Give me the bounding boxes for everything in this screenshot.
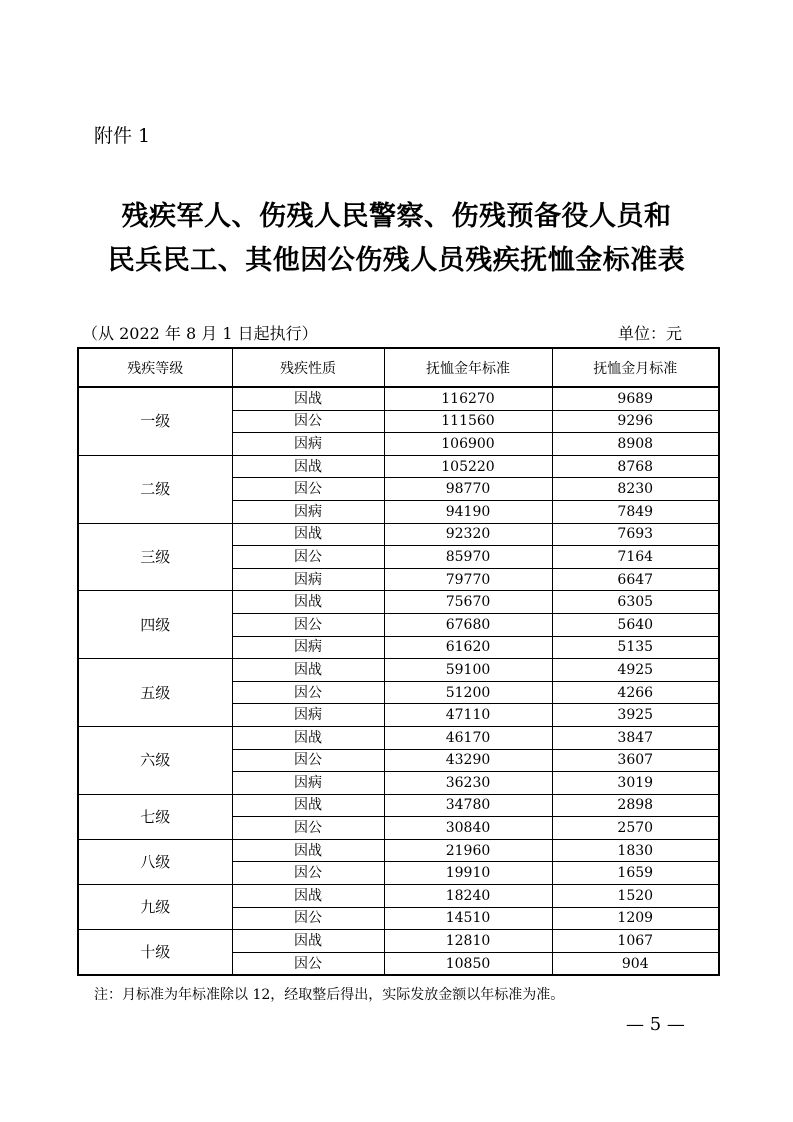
effective-date: （从 2022 年 8 月 1 日起执行）: [82, 324, 318, 343]
monthly-standard-cell: 8908: [552, 433, 719, 456]
grade-cell: 七级: [78, 794, 232, 839]
annual-standard-cell: 75670: [384, 591, 552, 614]
annual-standard-cell: 10850: [384, 952, 552, 975]
monthly-standard-cell: 1830: [552, 839, 719, 862]
annual-standard-cell: 116270: [384, 387, 552, 410]
footnote: 注：月标准为年标准除以 12，经取整后得出，实际发放金额以年标准为准。: [94, 987, 565, 1003]
annual-standard-cell: 111560: [384, 410, 552, 433]
table-meta-row: [82, 322, 682, 346]
monthly-standard-cell: 6647: [552, 568, 719, 591]
nature-cell: 因战: [232, 659, 384, 682]
monthly-standard-cell: 3925: [552, 704, 719, 727]
table-header-row: [78, 348, 719, 387]
monthly-standard-cell: 4925: [552, 659, 719, 682]
monthly-standard-cell: 8230: [552, 478, 719, 501]
grade-cell: 二级: [78, 455, 232, 523]
annual-standard-cell: 36230: [384, 772, 552, 795]
grade-cell: 四级: [78, 591, 232, 659]
nature-cell: 因公: [232, 478, 384, 501]
monthly-standard-cell: 3607: [552, 749, 719, 772]
table-row: [78, 794, 719, 817]
annual-standard-cell: 14510: [384, 907, 552, 930]
nature-cell: 因战: [232, 591, 384, 614]
nature-cell: 因战: [232, 885, 384, 908]
monthly-standard-cell: 9296: [552, 410, 719, 433]
annual-standard-cell: 12810: [384, 930, 552, 953]
table-row: [78, 591, 719, 614]
attachment-label: 附件 1: [94, 125, 151, 147]
annual-standard-cell: 67680: [384, 613, 552, 636]
grade-cell: 三级: [78, 523, 232, 591]
nature-cell: 因公: [232, 817, 384, 840]
grade-cell: 九级: [78, 885, 232, 930]
annual-standard-cell: 47110: [384, 704, 552, 727]
monthly-standard-cell: 7693: [552, 523, 719, 546]
grade-cell: 十级: [78, 930, 232, 976]
monthly-standard-cell: 7849: [552, 500, 719, 523]
nature-cell: 因病: [232, 772, 384, 795]
annual-standard-cell: 21960: [384, 839, 552, 862]
annual-standard-cell: 18240: [384, 885, 552, 908]
annual-standard-cell: 19910: [384, 862, 552, 885]
monthly-standard-cell: 1067: [552, 930, 719, 953]
monthly-standard-cell: 3019: [552, 772, 719, 795]
monthly-standard-cell: 8768: [552, 455, 719, 478]
annual-standard-cell: 106900: [384, 433, 552, 456]
nature-cell: 因公: [232, 546, 384, 569]
monthly-standard-cell: 5640: [552, 613, 719, 636]
nature-cell: 因公: [232, 613, 384, 636]
table-row: [78, 659, 719, 682]
grade-cell: 六级: [78, 726, 232, 794]
nature-cell: 因战: [232, 523, 384, 546]
nature-cell: 因公: [232, 952, 384, 975]
page-number: — 5 —: [626, 1014, 685, 1035]
annual-standard-cell: 46170: [384, 726, 552, 749]
annual-standard-cell: 105220: [384, 455, 552, 478]
annual-standard-cell: 30840: [384, 817, 552, 840]
document-title-line-1: 残疾军人、伤残人民警察、伤残预备役人员和: [121, 201, 672, 232]
header-annual: 抚恤金年标准: [384, 348, 552, 387]
grade-cell: 五级: [78, 659, 232, 727]
annual-standard-cell: 94190: [384, 500, 552, 523]
nature-cell: 因病: [232, 500, 384, 523]
annual-standard-cell: 92320: [384, 523, 552, 546]
annual-standard-cell: 61620: [384, 636, 552, 659]
annual-standard-cell: 79770: [384, 568, 552, 591]
annual-standard-cell: 34780: [384, 794, 552, 817]
table-row: [78, 885, 719, 908]
table-row: [78, 387, 719, 410]
nature-cell: 因战: [232, 794, 384, 817]
grade-cell: 八级: [78, 839, 232, 884]
monthly-standard-cell: 6305: [552, 591, 719, 614]
monthly-standard-cell: 2570: [552, 817, 719, 840]
annual-standard-cell: 98770: [384, 478, 552, 501]
pension-standards-table: [77, 347, 720, 976]
monthly-standard-cell: 1659: [552, 862, 719, 885]
table-row: [78, 726, 719, 749]
document-title-line-2: 民兵民工、其他因公伤残人员残疾抚恤金标准表: [107, 245, 686, 276]
nature-cell: 因病: [232, 568, 384, 591]
annual-standard-cell: 51200: [384, 681, 552, 704]
nature-cell: 因战: [232, 930, 384, 953]
nature-cell: 因公: [232, 862, 384, 885]
nature-cell: 因公: [232, 907, 384, 930]
nature-cell: 因病: [232, 704, 384, 727]
nature-cell: 因公: [232, 681, 384, 704]
monthly-standard-cell: 3847: [552, 726, 719, 749]
nature-cell: 因公: [232, 410, 384, 433]
table-row: [78, 455, 719, 478]
annual-standard-cell: 85970: [384, 546, 552, 569]
table-row: [78, 930, 719, 953]
monthly-standard-cell: 1209: [552, 907, 719, 930]
annual-standard-cell: 59100: [384, 659, 552, 682]
nature-cell: 因病: [232, 636, 384, 659]
monthly-standard-cell: 7164: [552, 546, 719, 569]
nature-cell: 因公: [232, 749, 384, 772]
nature-cell: 因战: [232, 455, 384, 478]
monthly-standard-cell: 4266: [552, 681, 719, 704]
header-nature: 残疾性质: [232, 348, 384, 387]
table-row: [78, 839, 719, 862]
nature-cell: 因病: [232, 433, 384, 456]
table-body: [78, 387, 719, 975]
annual-standard-cell: 43290: [384, 749, 552, 772]
header-grade: 残疾等级: [78, 348, 232, 387]
monthly-standard-cell: 5135: [552, 636, 719, 659]
nature-cell: 因战: [232, 726, 384, 749]
header-monthly: 抚恤金月标准: [552, 348, 719, 387]
monthly-standard-cell: 904: [552, 952, 719, 975]
nature-cell: 因战: [232, 387, 384, 410]
monthly-standard-cell: 1520: [552, 885, 719, 908]
nature-cell: 因战: [232, 839, 384, 862]
monthly-standard-cell: 9689: [552, 387, 719, 410]
monthly-standard-cell: 2898: [552, 794, 719, 817]
unit-label: 单位：元: [617, 324, 682, 343]
table-row: [78, 523, 719, 546]
grade-cell: 一级: [78, 387, 232, 455]
